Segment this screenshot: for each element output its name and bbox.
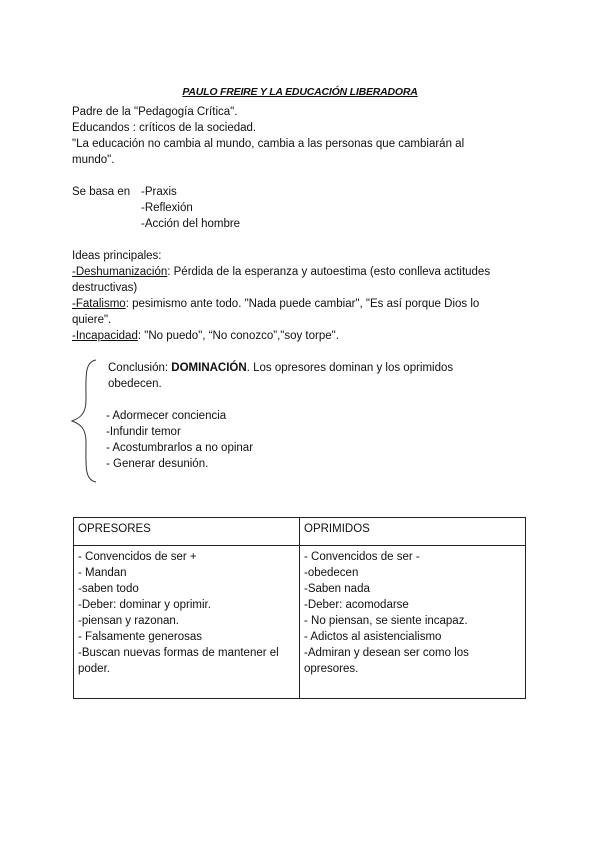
document-title: PAULO FREIRE Y LA EDUCACIÓN LIBERADORA: [182, 86, 418, 98]
basis-item-accion: -Acción del hombre: [141, 218, 241, 230]
list-item: -saben todo: [78, 583, 139, 595]
idea-fatalismo-cont: quiere".: [72, 314, 112, 326]
list-item: -piensan y razonan.: [78, 615, 180, 627]
list-item: -Deber: dominar y oprimir.: [78, 599, 211, 611]
idea-deshumanizacion-cont: destructivas): [72, 282, 138, 294]
intro-line-1: Padre de la "Pedagogía Crítica".: [72, 106, 238, 118]
ideas-heading: Ideas principales:: [72, 250, 162, 262]
opresores-cell: [74, 546, 300, 699]
conclusion-item: - Acostumbrarlos a no opinar: [106, 442, 254, 454]
conclusion-item: -Infundir temor: [106, 426, 181, 438]
basis-label: Se basa en: [72, 186, 131, 198]
list-item: - Falsamente generosas: [78, 631, 203, 643]
conclusion-item: - Adormecer conciencia: [106, 410, 227, 422]
idea-term: -Incapacidad: [72, 330, 138, 342]
conclusion-item: - Generar desunión.: [106, 458, 209, 470]
table-row: [74, 546, 526, 699]
list-item: -Buscan nuevas formas de mantener el: [78, 647, 279, 659]
idea-deshumanizacion: [72, 264, 490, 280]
list-item: - Convencidos de ser +: [78, 551, 197, 563]
conclusion-bold: DOMINACIÓN: [171, 362, 247, 374]
conclusion-line-1: [108, 360, 453, 376]
basis-item-praxis: -Praxis: [141, 186, 177, 198]
list-item: - No piensan, se siente incapaz.: [304, 615, 468, 627]
list-item: -Admiran y desean ser como los: [304, 647, 469, 659]
conclusion-line-2: obedecen.: [108, 378, 162, 390]
idea-fatalismo: [72, 296, 479, 312]
header-oprimidos: OPRIMIDOS: [300, 518, 526, 546]
conclusion-rest: . Los opresores dominan y los oprimidos: [246, 362, 454, 374]
curly-brace: [62, 358, 102, 484]
list-item: -Deber: acomodarse: [304, 599, 409, 611]
quote-line-1: "La educación no cambia al mundo, cambia a las personas que cambiarán al: [72, 138, 465, 150]
list-item: - Mandan: [78, 567, 127, 579]
idea-text: : "No puedo", “No conozco”,"soy torpe".: [137, 330, 339, 342]
list-item: poder.: [78, 663, 110, 675]
idea-term: -Fatalismo: [72, 298, 126, 310]
header-opresores: OPRESORES: [74, 518, 300, 546]
conclusion-prefix: Conclusión:: [108, 362, 172, 374]
comparison-table: [73, 517, 526, 699]
quote-line-2: mundo".: [72, 154, 115, 166]
list-item: opresores.: [304, 663, 359, 675]
idea-incapacidad: [72, 328, 339, 344]
idea-text: : pesimismo ante todo. "Nada puede cambiar", "Es así porque Dios lo: [125, 298, 480, 310]
list-item: - Convencidos de ser -: [304, 551, 420, 563]
intro-line-2: Educandos : críticos de la sociedad.: [72, 122, 257, 134]
list-item: - Adictos al asistencialismo: [304, 631, 442, 643]
table-header-row: [74, 518, 526, 546]
idea-term: -Deshumanización: [72, 266, 168, 278]
oprimidos-cell: [300, 546, 526, 699]
list-item: -Saben nada: [304, 583, 370, 595]
idea-text: : Pérdida de la esperanza y autoestima (esto conlleva actitudes: [167, 266, 491, 278]
basis-item-reflexion: -Reflexión: [141, 202, 193, 214]
list-item: -obedecen: [304, 567, 359, 579]
